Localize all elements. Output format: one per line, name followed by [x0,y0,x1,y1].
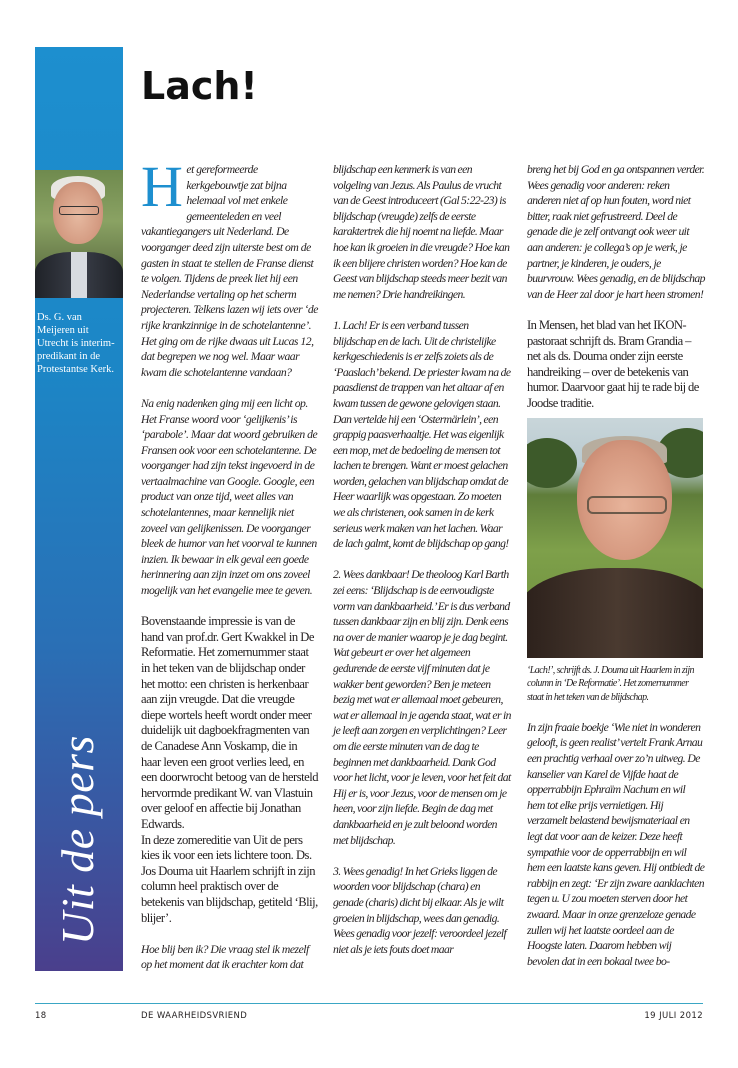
author-photo [35,170,123,298]
article-column-1 [141,154,319,988]
article-paragraph: In zijn fraaie boekje ‘Wie niet in wonderen gelooft, is geen realist’ vertelt Frank Arnau een prachtig verhaal over zo’n uitweg. De kanselier van Karel de Vijfde haat de opperrabbijn Ephraïm Nachum en wil hem tot elke prijs vernietigen. Hij verzamelt belastend bewijsmateriaal en legt dat voor aan de keizer. Deze heeft sympathie voor de opperrabbijn en wil hem een laatste kans geven. Hij ontbiedt de rabbijn en zegt: ‘Er zijn zware aanklachten tegen u. U zou moeten sterven door het zwaard. Maar in onze grenzeloze genade zullen wij het laatste oordeel aan de Hoogste laten. Daarom hebben wij bevolen dat in een bokaal twee bo- [527,720,705,968]
section-title: Uit de pers [52,735,103,945]
article-paragraph: 1. Lach! Er is een verband tussen blijdschap en de lach. Uit de christelijke kerkgeschiedenis is er zelfs zoiets als de ‘Paaslach’ bekend. De priester kwam na de paasdienst de trappen van het altaar af en kwam tussen de gewone gelovigen staan. Dan vertelde hij een ‘Ostermärlein’, een grappig paasverhaaltje. Het was eigenlijk een mop, met de bedoeling de mensen tot lachen te brengen. Want er moest gelachen worden, gelachen van blijdschap omdat de Heer waarlijk was opgestaan. Zo moeten we als christenen, ook samen in de kerk serieus werk maken van het lachen. Waar de lach galmt, komt de blijdschap op gang! [333,318,511,551]
article-column-3 [527,162,705,985]
article-paragraph [141,154,319,380]
page-number: 18 [35,1011,47,1021]
article-paragraph: 2. Wees dankbaar! De theoloog Karl Barth zei eens: ‘Blijdschap is de eenvoudigste vorm van dankbaarheid.’ Er is dus verband tussen dankbaar zijn en blij zijn. Denk eens na over de manier waarop je je dag begint. Wat gebeurt er over het algemeen gedurende de eerste vijf minuten dat je wakker bent geworden? Ben je meteen bezig met wat er allemaal moet gebeuren, wat er allemaal in je agenda staat, wat er in je leeft aan zorgen en verplichtingen? Leer om die eerste minuten van de dag te beginnen met dankbaarheid. Dank God voor het licht, voor je leven, voor het feit dat Hij er is, voor Jezus, voor de mensen om je heen, voor zijn liefde. Begin de dag met dankbaarheid en je zult beloond worden met blijdschap. [333,568,511,847]
publication-name: DE WAARHEIDSVRIEND [141,1011,248,1021]
article-paragraph: 3. Wees genadig! In het Grieks liggen de woorden voor blijdschap (chara) en genade (charis) dicht bij elkaar. Als je wilt groeien in blijdschap, wees dan genadig. Wees genadig voor jezelf: veroordeel jezelf niet als je iets fouts doet maar [333,864,507,956]
article-paragraph: blijdschap een kenmerk is van een volgeling van Jezus. Als Paulus de vrucht van de Geest introduceert (Gal 5:22-23) is blijdschap (vreugde) zelfs de eerste karaktertrek die hij noemt na liefde. Maar hoe kan ik groeien in die vreugde? Hoe kan ik een blijere christen worden? Hoe kan de Geest van blijdschap steeds meer bezit van me nemen? Drie handreikingen. [333,163,510,301]
douma-photo [527,418,703,658]
author-caption: Ds. G. van Meijeren uit Utrecht is interim-predikant in de Protestantse Kerk. [37,312,115,375]
photo-caption: ‘Lach!’, schrijft ds. J. Douma uit Haarlem in zijn column in ‘De Reformatie’. Het zomernummer staat in het teken van de blijdschap. [527,664,694,703]
article-paragraph: breng het bij God en ga ontspannen verder. Wees genadig voor anderen: reken anderen niet af op hun fouten, word niet bitter, raak niet gefrustreerd. Deel de genade die je zelf ontvangt ook weer uit aan anderen: je collega’s op je werk, je partner, je kinderen, je ouders, je buurvrouw. Wees genadig, en de blijdschap van de Heer zal door je hart heen stromen! [527,163,705,301]
article-title: Lach! [141,64,258,108]
article-paragraph: In deze zomereditie van Uit de pers kies ik voor een iets lichtere toon. Ds. Jos Douma uit Haarlem schrijft in zijn column heel praktisch over de betekenis van blijdschap, getiteld ‘Blij, blijer’. [141,832,318,925]
article-paragraph: Bovenstaande impressie is van de hand van prof.dr. Gert Kwakkel in De Reformatie. Het zomernummer staat in het teken van de blijdschap onder het motto: een christen is herkenbaar aan zijn vreugde. Dat die vreugde diepe wortels heeft wordt onder meer duidelijk uit dagboekfragmenten van de Canadese Ann Voskamp, die in haar leven een groot verlies leed, en een doorwrocht betoog van de hersteld hervormde predikant W. van Vlastuin over geloof en affectie bij Jonathan Edwards. [141,614,318,831]
drop-cap: H [141,154,183,219]
footer-rule [35,1003,703,1004]
article-column-2 [333,162,511,973]
article-paragraph: Na enig nadenken ging mij een licht op. Het Franse woord voor ‘gelijkenis’ is ‘parabole’. Maar dat woord gebruiken de Fransen ook voor een schotelantenne. De voorganger had zijn tekst ingevoerd in de vertaalmachine van Google. Google, een product van onze tijd, weet alles van schotelantennes, maar kennelijk niet zoveel van gelijkenissen. De voorganger bleek de humor van het voorval te kunnen inzien. Ik bewaar in elk geval een goede herinnering aan zijn inzet om ons zoveel mogelijk van het evangelie mee te geven. [141,396,318,598]
article-paragraph: Hoe blij ben ik? Die vraag stel ik mezelf op het moment dat ik erachter kom dat [141,942,309,972]
paragraph-text: et gereformeerde kerkgebouwtje zat bijna helemaal vol met enkele gemeenteleden en veel vakantiegangers uit Nederland. De voorganger deed zijn uiterste best om de gasten in staat te stellen de Franse dienst te volgen. Tijdens de preek liet hij een Nederlandse vertaling op het scherm projecteren. Telkens lazen wij iets over ‘de rijke krankzinnige in de schotelantenne’. Het ging om de rijke dwaas uit Lucas 12, dat begrepen we nog wel. Maar waar kwam die schotelantenne vandaan? [141,163,318,379]
article-paragraph: In Mensen, het blad van het IKON-pastoraat schrijft ds. Bram Grandia – net als ds. Douma onder zijn eerste handreiking – over de betekenis van humor. Daarvoor gaat hij te rade bij de Joodse traditie. [527,317,699,410]
issue-date: 19 JULI 2012 [644,1011,703,1021]
